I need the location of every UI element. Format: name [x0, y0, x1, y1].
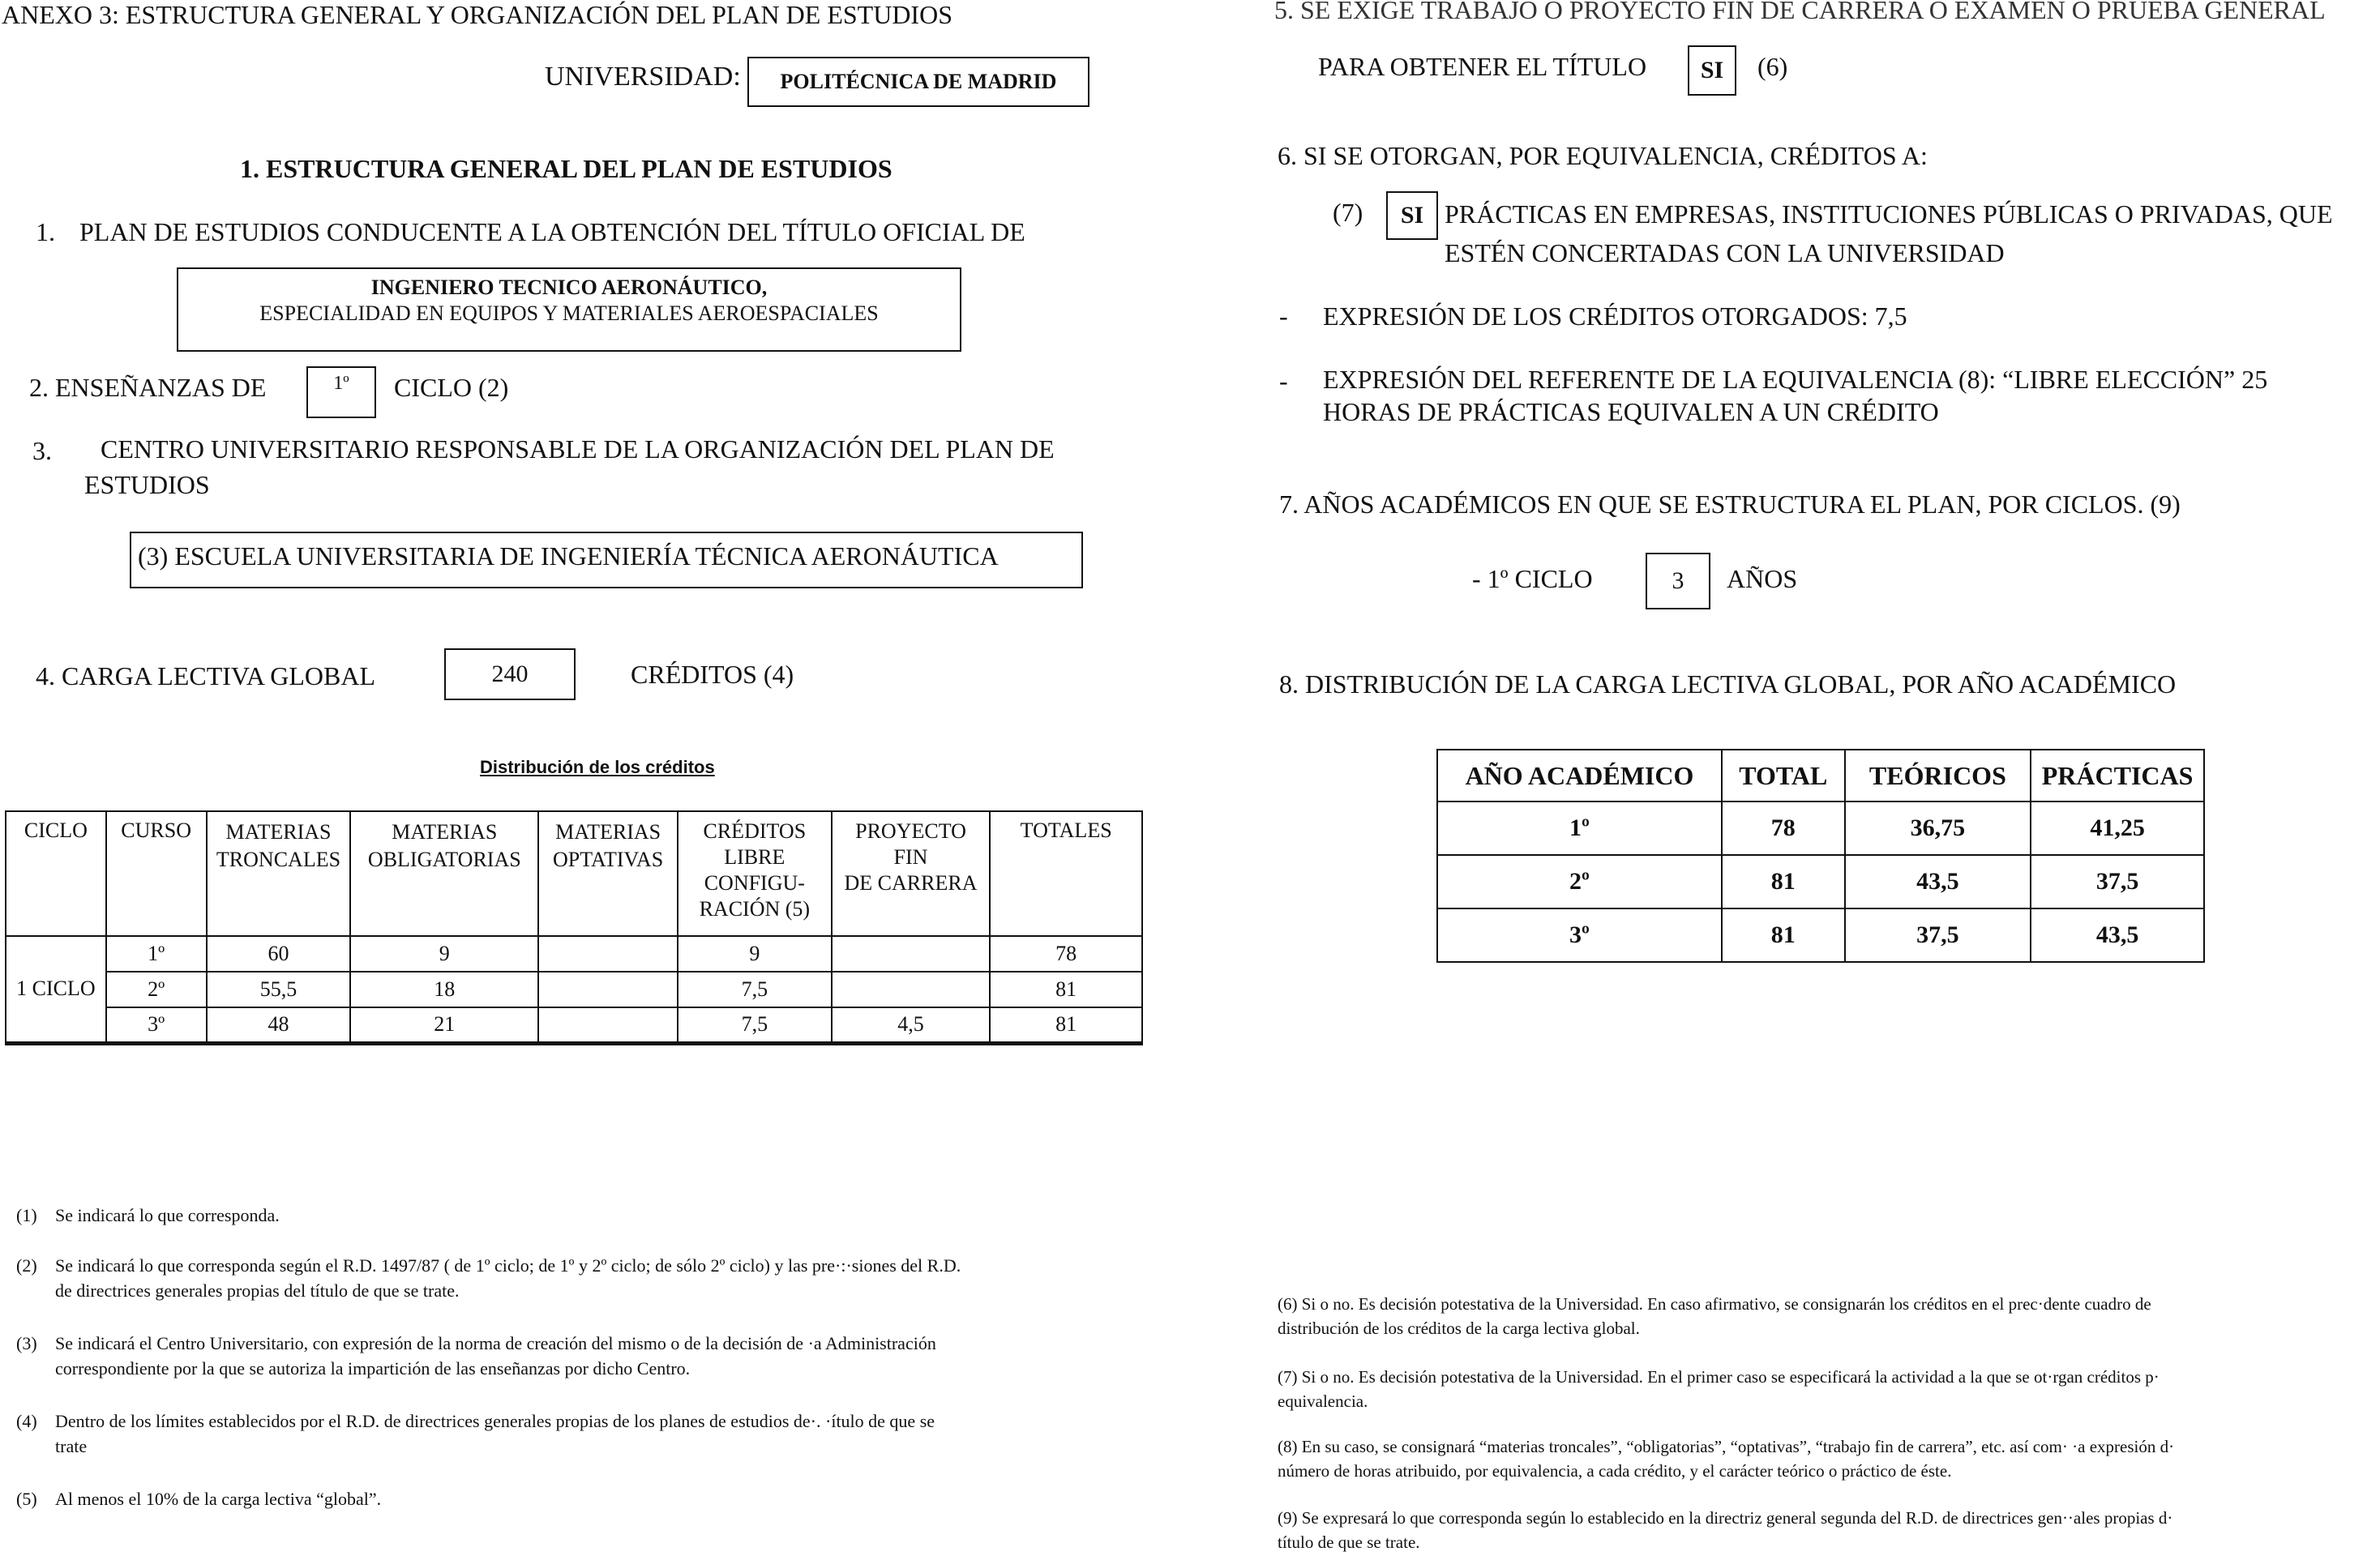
table-cell: 3º [1437, 908, 1722, 962]
header-proyecto-fin: PROYECTO FIN DE CARRERA [832, 811, 991, 936]
footnote-number: (5) [16, 1489, 37, 1509]
header-ciclo: CICLO [6, 811, 106, 936]
bullet2-dash: - [1279, 366, 1288, 395]
footnote-8 [1278, 1434, 2174, 1483]
footnote-5 [16, 1486, 381, 1511]
table-cell: 9 [678, 936, 832, 972]
bullet1-text: EXPRESIÓN DE LOS CRÉDITOS OTORGADOS: 7,5 [1323, 301, 1907, 331]
table-cell: 37,5 [2031, 855, 2204, 908]
table-cell: 55,5 [207, 972, 351, 1007]
footnote-text-continued: distribución de los créditos de la carga lectiva global. [1278, 1319, 1640, 1338]
cycle-value: 1º [333, 373, 349, 394]
footnote-text: (9) Se expresará lo que corresponda según lo establecido en la directriz general segunda del R.D. de directrices gen··ales propias d· [1278, 1508, 2173, 1528]
table-row [1437, 855, 2204, 908]
footnote-text-continued: título de que se trate. [1278, 1532, 1420, 1552]
item5-suffix: (6) [1757, 52, 1788, 81]
table-cell: 9 [350, 936, 538, 972]
table-cell: 18 [350, 972, 538, 1007]
table-cell [538, 1007, 678, 1043]
header-troncales: MATERIAS TRONCALES [207, 811, 351, 936]
header-teoricos: TEÓRICOS [1845, 750, 2031, 802]
table-cell: 78 [990, 936, 1142, 972]
item2-label: 2. ENSEÑANZAS DE [29, 373, 267, 402]
header-totales: TOTALES [990, 811, 1142, 936]
center-value: (3) ESCUELA UNIVERSITARIA DE INGENIERÍA TÉCNICA AERONÁUTICA [138, 541, 999, 571]
item4-label: 4. CARGA LECTIVA GLOBAL [36, 661, 375, 690]
table-cell: 21 [350, 1007, 538, 1043]
footnote-number: (3) [16, 1333, 37, 1353]
footnote-number: (2) [16, 1255, 37, 1276]
years-value: 3 [1672, 567, 1684, 594]
item1-text: PLAN DE ESTUDIOS CONDUCENTE A LA OBTENCIÓN DEL TÍTULO OFICIAL DE [79, 217, 1025, 246]
years-box [1646, 553, 1710, 609]
table-cell: 81 [1722, 908, 1845, 962]
item2-suffix: CICLO (2) [394, 373, 509, 402]
table-row [1437, 802, 2204, 855]
table-cell: 1º [1437, 802, 1722, 855]
footnote-number: (4) [16, 1411, 37, 1431]
item3-line2: ESTUDIOS [84, 470, 210, 499]
header-optativas: MATERIAS OPTATIVAS [538, 811, 678, 936]
table-cell: 7,5 [678, 972, 832, 1007]
table-cell: 43,5 [2031, 908, 2204, 962]
bullet2-line1: EXPRESIÓN DEL REFERENTE DE LA EQUIVALENCIA (8): “LIBRE ELECCIÓN” 25 [1323, 365, 2268, 394]
table-cell: 1º [106, 936, 207, 972]
header-obligatorias: MATERIAS OBLIGATORIAS [350, 811, 538, 936]
item7-label: - 1º CICLO [1472, 564, 1593, 593]
credits-box [444, 648, 576, 700]
bullet1-dash: - [1279, 301, 1288, 331]
distribution-title: Distribución de los créditos [480, 757, 715, 777]
table-row [1437, 908, 2204, 962]
header-total: TOTAL [1722, 750, 1845, 802]
bullet2-line2: HORAS DE PRÁCTICAS EQUIVALEN A UN CRÉDITO [1323, 397, 1939, 426]
university-value-box [747, 57, 1089, 107]
item5-box-value: SI [1700, 57, 1724, 83]
item6-text: 6. SI SE OTORGAN, POR EQUIVALENCIA, CRÉDITOS A: [1278, 141, 1928, 170]
footnote-text-continued: de directrices generales propias del título de que se trate. [55, 1280, 460, 1301]
degree-box [177, 267, 961, 352]
footnote-3 [16, 1331, 936, 1381]
item6-prefix: (7) [1333, 198, 1363, 227]
credits-value: 240 [491, 660, 529, 687]
degree-line1: INGENIERO TECNICO AERONÁUTICO, [370, 276, 768, 299]
year-distribution-table [1436, 749, 2205, 963]
table-cell: 81 [990, 1007, 1142, 1043]
item4-suffix: CRÉDITOS (4) [631, 660, 794, 689]
table-cell [538, 972, 678, 1007]
item5-line2: PARA OBTENER EL TÍTULO [1318, 52, 1647, 81]
table-cell: 41,25 [2031, 802, 2204, 855]
footnote-number: (1) [16, 1205, 37, 1225]
table-cell: 36,75 [1845, 802, 2031, 855]
table-cell [832, 972, 991, 1007]
footnote-1 [16, 1203, 280, 1228]
footnote-4 [16, 1409, 935, 1459]
table-cell: 37,5 [1845, 908, 2031, 962]
distribution-header-row [6, 811, 1142, 936]
cycle-box [306, 366, 376, 418]
table-row [6, 1007, 1142, 1043]
footnote-text: Dentro de los límites establecidos por el R.D. de directrices generales propias de los planes de estudios de·. ·ítulo de que se [55, 1411, 935, 1431]
footnote-7 [1278, 1365, 2160, 1413]
footnote-text: (7) Si o no. Es decisión potestativa de la Universidad. En el primer caso se especificará la actividad a la que se ot·rgan créditos p· [1278, 1367, 2160, 1387]
footnote-text-continued: trate [55, 1436, 88, 1456]
header-curso: CURSO [106, 811, 207, 936]
item8-text: 8. DISTRIBUCIÓN DE LA CARGA LECTIVA GLOBAL, POR AÑO ACADÉMICO [1279, 669, 2177, 699]
table-cell: 7,5 [678, 1007, 832, 1043]
header-practicas: PRÁCTICAS [2031, 750, 2204, 802]
table-cell: 81 [1722, 855, 1845, 908]
header-libre-configuracion: CRÉDITOS LIBRE CONFIGU- RACIÓN (5) [678, 811, 832, 936]
item6-box-value: SI [1400, 202, 1424, 229]
section-title: 1. ESTRUCTURA GENERAL DEL PLAN DE ESTUDIOS [240, 154, 892, 183]
university-value: POLITÉCNICA DE MADRID [780, 70, 1057, 93]
table-cell: 48 [207, 1007, 351, 1043]
footnote-text-continued: número de horas atribuido, por equivalencia, a cada crédito, y el carácter teórico o práctico de éste. [1278, 1461, 1952, 1481]
table-row [6, 936, 1142, 972]
header-ano-academico: AÑO ACADÉMICO [1437, 750, 1722, 802]
item6-line2: ESTÉN CONCERTADAS CON LA UNIVERSIDAD [1445, 238, 2005, 267]
item3-line1: CENTRO UNIVERSITARIO RESPONSABLE DE LA ORGANIZACIÓN DEL PLAN DE [101, 434, 1055, 464]
year-header-row [1437, 750, 2204, 802]
item3-number: 3. [32, 436, 52, 465]
table-cell: 78 [1722, 802, 1845, 855]
table-cell [832, 936, 991, 972]
table-cell: 81 [990, 972, 1142, 1007]
table-cell: 2º [1437, 855, 1722, 908]
footnote-text: Se indicará lo que corresponda según el R.D. 1497/87 ( de 1º ciclo; de 1º y 2º ciclo; de sólo 2º ciclo) y las pre·:·siones del R.D. [55, 1255, 961, 1276]
footnote-text-continued: equivalencia. [1278, 1391, 1368, 1411]
item6-box [1386, 191, 1438, 240]
footnote-text: Al menos el 10% de la carga lectiva “global”. [55, 1489, 382, 1509]
degree-line2: ESPECIALIDAD EN EQUIPOS Y MATERIALES AEROESPACIALES [259, 301, 879, 325]
table-row [6, 972, 1142, 1007]
footnote-6 [1278, 1292, 2151, 1340]
item7-text: 7. AÑOS ACADÉMICOS EN QUE SE ESTRUCTURA EL PLAN, POR CICLOS. (9) [1279, 489, 2181, 519]
annex-title: ANEXO 3: ESTRUCTURA GENERAL Y ORGANIZACIÓN DEL PLAN DE ESTUDIOS [2, 0, 952, 29]
item1-number: 1. [36, 217, 55, 246]
footnote-text: Se indicará el Centro Universitario, con expresión de la norma de creación del mismo o de la decisión de ·a Administración [55, 1333, 936, 1353]
center-box [130, 532, 1083, 588]
footnote-9 [1278, 1506, 2172, 1554]
table-cell: 4,5 [832, 1007, 991, 1043]
table-cell: 43,5 [1845, 855, 2031, 908]
item7-suffix: AÑOS [1727, 564, 1798, 593]
footnote-2 [16, 1253, 961, 1303]
item5-line1: 5. SE EXIGE TRABAJO O PROYECTO FIN DE CARRERA O EXAMEN O PRUEBA GENERAL [1274, 0, 2326, 24]
footnote-text: (6) Si o no. Es decisión potestativa de la Universidad. En caso afirmativo, se consignarán los créditos en el prec·dente cuadro de [1278, 1294, 2151, 1314]
ciclo-cell: 1 CICLO [6, 936, 106, 1043]
distribution-table [5, 810, 1143, 1045]
item6-line1: PRÁCTICAS EN EMPRESAS, INSTITUCIONES PÚBLICAS O PRIVADAS, QUE [1445, 199, 2333, 229]
footnote-text: Se indicará lo que corresponda. [55, 1205, 280, 1225]
table-cell: 3º [106, 1007, 207, 1043]
footnote-text: (8) En su caso, se consignará “materias troncales”, “obligatorias”, “optativas”, “trabajo fin de carrera”, etc. así com· ·a expresión d· [1278, 1437, 2175, 1456]
table-cell [538, 936, 678, 972]
university-label: UNIVERSIDAD: [545, 62, 741, 92]
footnote-text-continued: correspondiente por la que se autoriza la impartición de las enseñanzas por dicho Centro. [55, 1358, 691, 1379]
table-cell: 2º [106, 972, 207, 1007]
table-cell: 60 [207, 936, 351, 972]
item5-box [1688, 45, 1736, 96]
